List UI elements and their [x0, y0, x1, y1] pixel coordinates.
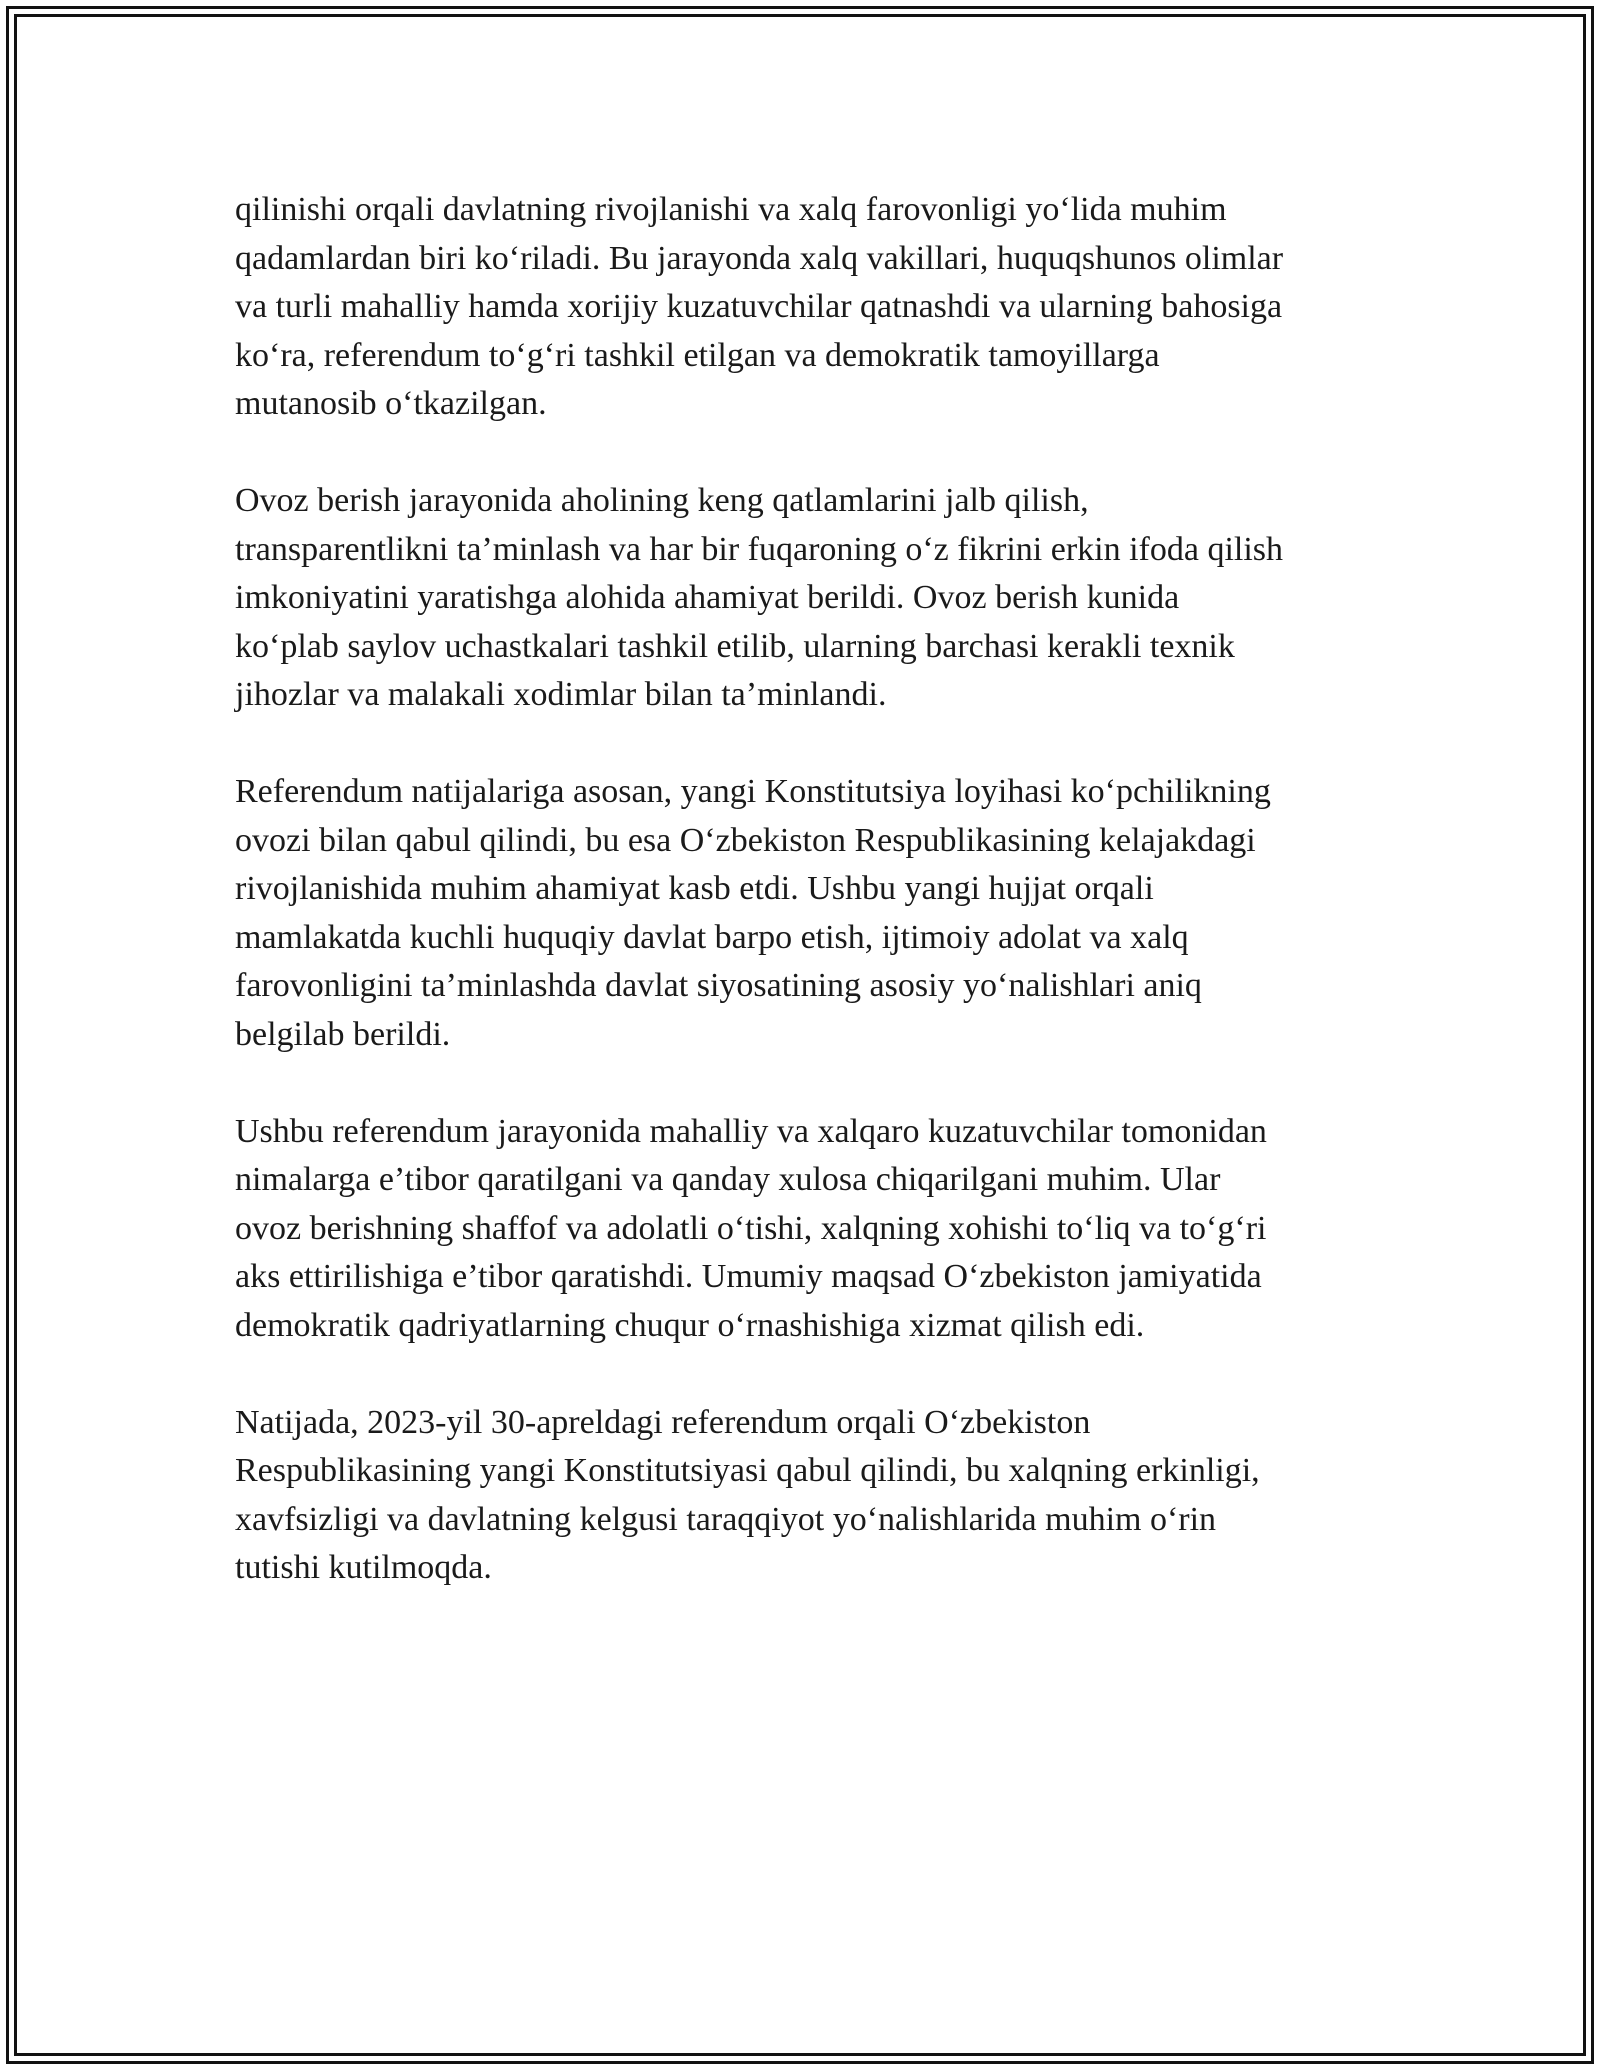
text-line: imkoniyatini yaratishga alohida ahamiyat berildi. Ovoz berish kunida	[235, 579, 1180, 616]
text-line: xavfsizligi va davlatning kelgusi taraqqiyot yo‘nalishlarida muhim o‘rin	[235, 1500, 1217, 1538]
text-line: Referendum natijalariga asosan, yangi Konstitutsiya loyihasi ko‘pchilikning	[235, 773, 1271, 810]
text-line: jihozlar va malakali xodimlar bilan ta’minlandi.	[235, 676, 887, 713]
text-line: ko‘plab saylov uchastkalari tashkil etilib, ularning barchasi kerakli texnik	[235, 627, 1235, 665]
paragraph-2	[235, 477, 1385, 720]
text-line: qadamlardan biri ko‘riladi. Bu jarayonda xalq vakillari, huquqshunos olimlar	[235, 239, 1284, 277]
paragraph-5	[235, 1399, 1385, 1593]
text-line: qilinishi orqali davlatning rivojlanishi va xalq farovonligi yo‘lida muhim	[235, 191, 1227, 228]
text-line: mamlakatda kuchli huquqiy davlat barpo etish, ijtimoiy adolat va xalq	[235, 918, 1189, 956]
text-line: Ovoz berish jarayonida aholining keng qatlamlarini jalb qilish,	[235, 482, 1089, 519]
paragraph-1	[235, 186, 1385, 429]
paragraph-4	[235, 1108, 1385, 1351]
text-line: ovoz berishning shaffof va adolatli o‘tishi, xalqning xohishi to‘liq va to‘g‘ri	[235, 1209, 1267, 1247]
text-line: transparentlikni ta’minlash va har bir fuqaroning o‘z fikrini erkin ifoda qilish	[235, 530, 1284, 568]
text-line: demokratik qadriyatlarning chuqur o‘rnashishiga xizmat qilish edi.	[235, 1306, 1145, 1344]
text-line: aks ettirilishiga e’tibor qaratishdi. Umumiy maqsad O‘zbekiston jamiyatida	[235, 1258, 1262, 1295]
text-line: mutanosib o‘tkazilgan.	[235, 385, 547, 422]
text-line: va turli mahalliy hamda xorijiy kuzatuvchilar qatnashdi va ularning bahosiga	[235, 288, 1283, 325]
text-line: Natijada, 2023-yil 30-apreldagi referendum orqali O‘zbekiston	[235, 1403, 1091, 1441]
text-line: Ushbu referendum jarayonida mahalliy va xalqaro kuzatuvchilar tomonidan	[235, 1112, 1267, 1150]
text-line: rivojlanishida muhim ahamiyat kasb etdi. Ushbu yangi hujjat orqali	[235, 870, 1154, 907]
text-line: tutishi kutilmoqda.	[235, 1549, 492, 1586]
text-line: nimalarga e’tibor qaratilgani va qanday xulosa chiqarilgani muhim. Ular	[235, 1161, 1221, 1198]
text-line: Respublikasining yangi Konstitutsiyasi qabul qilindi, bu xalqning erkinligi,	[235, 1452, 1260, 1489]
text-line: ovozi bilan qabul qilindi, bu esa O‘zbekiston Respublikasining kelajakdagi	[235, 821, 1256, 859]
paragraph-3	[235, 768, 1385, 1059]
document-body	[235, 186, 1385, 1641]
text-line: farovonligini ta’minlashda davlat siyosatining asosiy yo‘nalishlari aniq	[235, 967, 1202, 1004]
text-line: belgilab berildi.	[235, 1015, 451, 1053]
text-line: ko‘ra, referendum to‘g‘ri tashkil etilgan va demokratik tamoyillarga	[235, 336, 1160, 374]
